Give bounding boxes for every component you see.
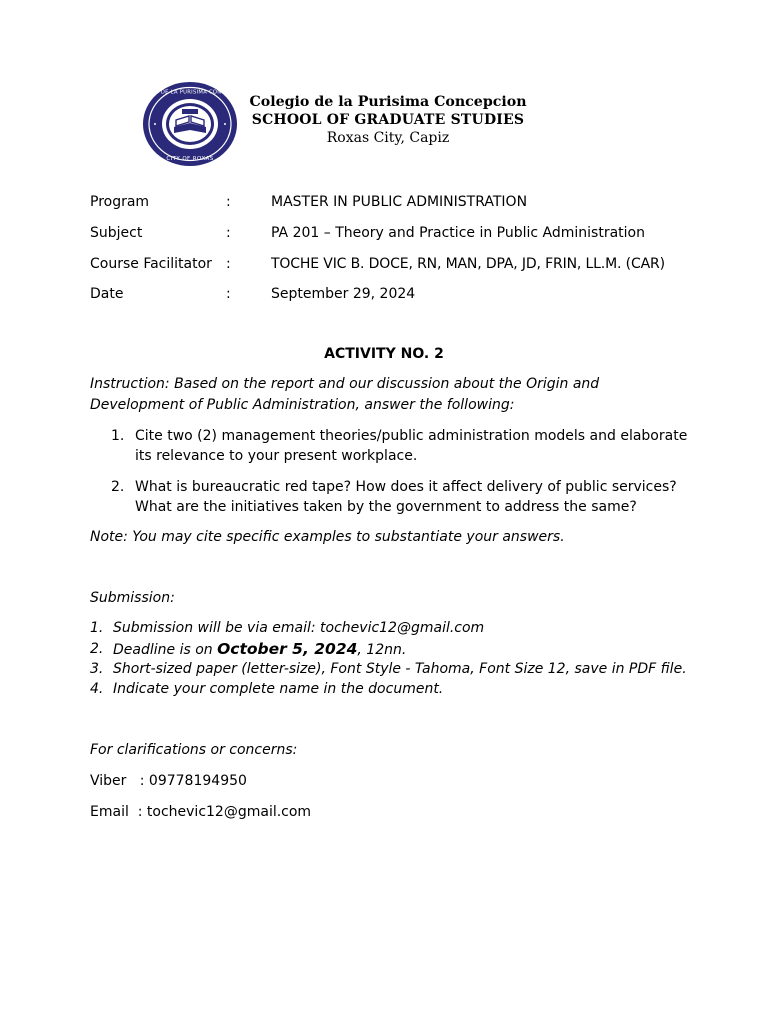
seal-outer-text: COLEGIO DE LA PURISIMA CONCEPCION — [133, 89, 247, 96]
info-label: Program — [90, 194, 150, 210]
info-colon: : — [226, 194, 231, 210]
school-seal-logo — [133, 80, 247, 168]
instruction-text: Instruction: Based on the report and our discussion about the Origin and Development of Public Administration, answer the following: — [90, 376, 600, 413]
clarifications-title: For clarifications or concerns: — [90, 742, 298, 758]
school-header — [243, 93, 533, 148]
question-number: 2. — [111, 479, 125, 495]
school-city: Roxas City, Capiz — [326, 130, 450, 146]
submission-title: Submission: — [90, 590, 175, 606]
info-label: Date — [90, 286, 124, 302]
submission-text — [113, 639, 406, 660]
question-item — [111, 426, 696, 466]
submission-number: 2. — [90, 641, 104, 657]
question-item — [111, 477, 696, 517]
submission-text: Submission will be via email: tochevic12@gmail.com — [113, 620, 485, 636]
info-value: PA 201 – Theory and Practice in Public Administration — [271, 225, 645, 241]
info-value: September 29, 2024 — [271, 286, 416, 302]
school-name: Colegio de la Purisima Concepcion — [249, 94, 527, 110]
seal-bottom-text: CITY OF ROXAS — [166, 156, 214, 162]
submission-number: 4. — [90, 681, 104, 697]
submission-number: 1. — [90, 620, 104, 636]
question-text: What is bureaucratic red tape? How does it affect delivery of public services? What are the initiatives taken by the government to address the same? — [135, 479, 677, 515]
info-value: MASTER IN PUBLIC ADMINISTRATION — [271, 194, 528, 210]
deadline-suffix: , 12nn. — [357, 642, 407, 658]
submission-text: Indicate your complete name in the document. — [113, 681, 444, 697]
school-unit: SCHOOL OF GRADUATE STUDIES — [251, 112, 525, 128]
contact-email: Email : tochevic12@gmail.com — [90, 804, 312, 820]
info-colon: : — [226, 225, 231, 241]
question-text: Cite two (2) management theories/public administration models and elaborate its relevance to your present workplace. — [135, 428, 688, 464]
deadline-prefix: Deadline is on — [113, 642, 218, 658]
submission-text: Short-sized paper (letter-size), Font Style - Tahoma, Font Size 12, save in PDF file. — [113, 661, 687, 677]
info-colon: : — [226, 286, 231, 302]
info-label: Subject — [90, 225, 143, 241]
contact-viber: Viber : 09778194950 — [90, 773, 247, 789]
activity-title: ACTIVITY NO. 2 — [324, 346, 444, 362]
info-colon: : — [226, 256, 231, 272]
info-label: Course Facilitator — [90, 256, 212, 272]
question-number: 1. — [111, 428, 125, 444]
deadline-date: October 5, 2024 — [217, 640, 358, 658]
note-text: Note: You may cite specific examples to substantiate your answers. — [90, 529, 565, 545]
info-value: TOCHE VIC B. DOCE, RN, MAN, DPA, JD, FRIN, LL.M. (CAR) — [271, 256, 665, 272]
submission-number: 3. — [90, 661, 104, 677]
